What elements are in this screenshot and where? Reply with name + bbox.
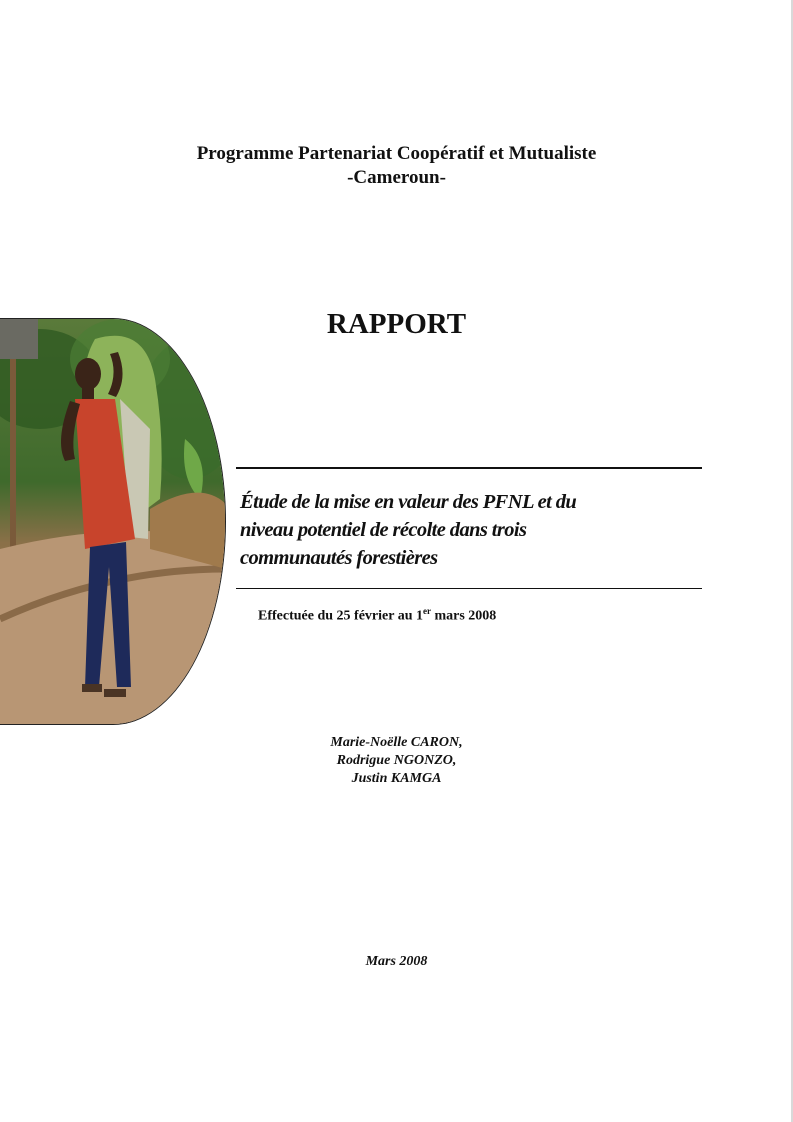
subtitle-line: communautés forestières [240,547,438,569]
dates-prefix: Effectuée du 25 février au 1 [258,608,423,624]
subtitle-rule-top [236,467,702,469]
organization-header [0,142,793,190]
org-country: -Cameroun- [347,167,446,188]
author-name: Justin KAMGA [351,771,442,786]
author-name: Rodrigue NGONZO, [336,753,457,768]
cover-photo-illustration [0,319,226,725]
cover-photo [0,318,226,725]
dates-suffix: mars 2008 [430,608,497,624]
study-dates [258,606,496,625]
org-name: Programme Partenariat Coopératif et Mutualiste [196,143,597,164]
dates-superscript: er [422,606,431,616]
subtitle-rule-bottom [236,588,702,589]
publication-date: Mars 2008 [365,954,428,969]
subtitle-line: niveau potentiel de récolte dans trois [240,519,527,541]
authors-list [0,734,793,788]
subtitle-line: Étude de la mise en valeur des PFNL et du [240,491,577,513]
author-name: Marie-Noëlle CARON, [330,735,463,750]
report-title: RAPPORT [326,308,467,340]
report-subtitle [240,488,700,572]
